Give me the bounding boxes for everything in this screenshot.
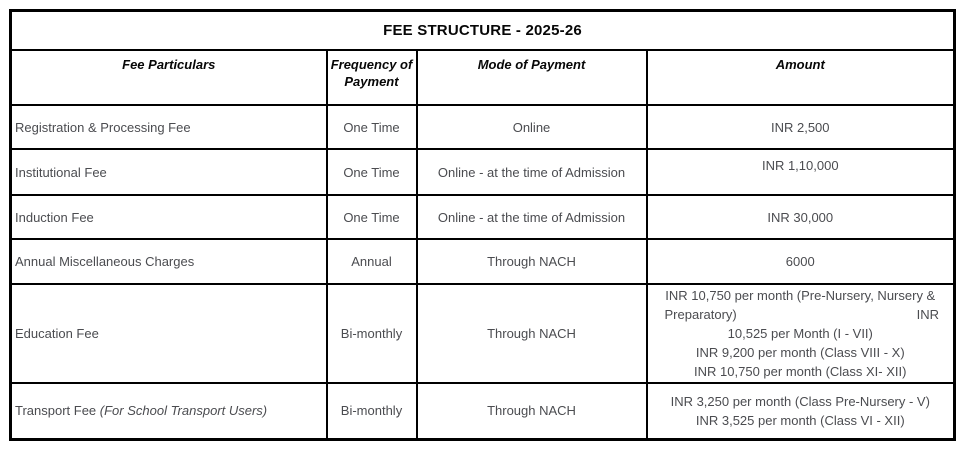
- fee-particulars-cell: [11, 149, 327, 195]
- table-body: [11, 105, 955, 439]
- amount-line: INR 10,750 per month (Pre-Nursery, Nursery &: [665, 288, 936, 303]
- amount-line-right: INR: [916, 307, 940, 322]
- amount-line: INR 10,750 per month (Class XI- XII): [694, 364, 907, 379]
- frequency-cell: One Time: [327, 195, 417, 239]
- mode-of-payment-cell: Online: [417, 105, 647, 149]
- amount-line: INR 2,500: [770, 119, 830, 135]
- amount-line: INR 30,000: [767, 209, 834, 225]
- fee-particulars-cell: [11, 105, 327, 149]
- header-row: [11, 50, 955, 105]
- fee-particulars-text: Induction Fee: [15, 209, 94, 225]
- amount-cell: [647, 239, 955, 284]
- table-title: FEE STRUCTURE - 2025-26: [11, 11, 955, 51]
- mode-of-payment-cell: Online - at the time of Admission: [417, 195, 647, 239]
- fee-particulars-cell: [11, 239, 327, 284]
- frequency-cell: One Time: [327, 149, 417, 195]
- table-row: [11, 284, 955, 383]
- fee-structure-document: [9, 9, 956, 441]
- table-row: [11, 195, 955, 239]
- fee-particulars-cell: [11, 383, 327, 439]
- fee-particulars-text: Education Fee: [15, 326, 99, 341]
- fee-particulars-text: Annual Miscellaneous Charges: [15, 254, 195, 269]
- amount-cell: [647, 105, 955, 149]
- amount-cell: [647, 284, 955, 383]
- mode-of-payment-cell: Online - at the time of Admission: [417, 149, 647, 195]
- table-row: [11, 149, 955, 195]
- fee-particulars-cell: [11, 284, 327, 383]
- mode-of-payment-cell: Through NACH: [417, 284, 647, 383]
- fee-particulars-cell: [11, 195, 327, 239]
- frequency-cell: Annual: [327, 239, 417, 284]
- fee-particulars-text: Registration & Processing Fee: [15, 119, 191, 135]
- mode-of-payment-cell: Through NACH: [417, 383, 647, 439]
- amount-line: 10,525 per Month (I - VII): [727, 326, 873, 341]
- amount-cell: [647, 195, 955, 239]
- frequency-cell: One Time: [327, 105, 417, 149]
- amount-cell: [647, 383, 955, 439]
- amount-line: INR 9,200 per month (Class VIII - X): [695, 345, 905, 360]
- fee-structure-table: [9, 9, 956, 441]
- amount-line: 6000: [785, 254, 815, 269]
- column-header-frequency-of-payment: Frequency of Payment: [327, 50, 417, 105]
- amount-line-split: [649, 305, 953, 324]
- frequency-cell: Bi-monthly: [327, 284, 417, 383]
- amount-line: INR 1,10,000: [761, 158, 839, 173]
- amount-line-left: Preparatory): [664, 307, 737, 322]
- amount-cell: [647, 149, 955, 195]
- column-header-amount: Amount: [647, 50, 955, 105]
- amount-line: INR 3,250 per month (Class Pre-Nursery - V): [670, 393, 930, 409]
- mode-of-payment-cell: Through NACH: [417, 239, 647, 284]
- column-header-fee-particulars: Fee Particulars: [11, 50, 327, 105]
- fee-particulars-note: (For School Transport Users): [96, 403, 268, 419]
- column-header-mode-of-payment: Mode of Payment: [417, 50, 647, 105]
- table-row: [11, 105, 955, 149]
- fee-particulars-text: Transport Fee: [15, 403, 97, 419]
- frequency-cell: Bi-monthly: [327, 383, 417, 439]
- title-row: [11, 11, 955, 51]
- amount-line: INR 3,525 per month (Class VI - XII): [695, 412, 905, 428]
- fee-particulars-text: Institutional Fee: [15, 164, 107, 180]
- table-row: [11, 383, 955, 439]
- table-row: [11, 239, 955, 284]
